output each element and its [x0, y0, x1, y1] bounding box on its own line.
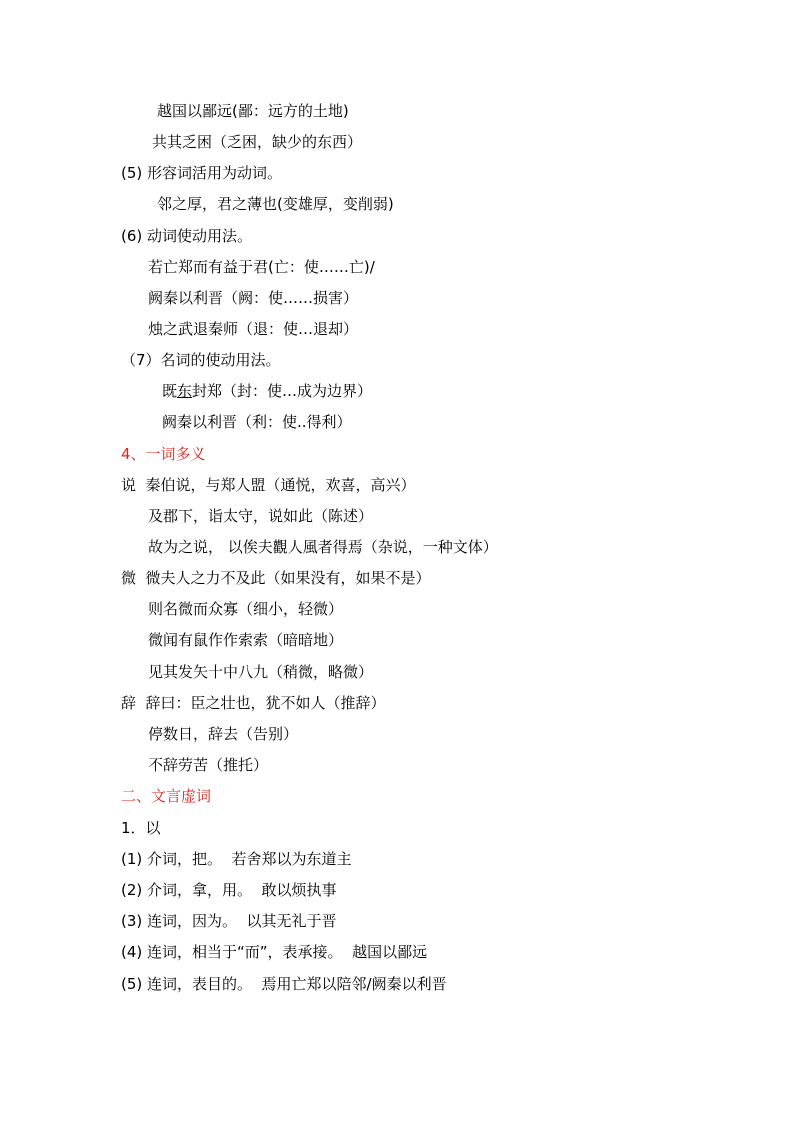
- text-line: 说 秦伯说，与郑人盟（通悦，欢喜，高兴）: [121, 476, 416, 494]
- text-line: (1) 介词，把。 若舍郑以为东道主: [121, 850, 352, 868]
- text-fragment: 既: [162, 382, 178, 400]
- text-line: 阙秦以利晋（阙：使……损害）: [148, 289, 359, 307]
- text-line: 微闻有鼠作作索索（暗暗地）: [148, 631, 344, 649]
- text-line: (4) 连词，相当于“而”，表承接。 越国以鄙远: [121, 943, 428, 961]
- text-line: 邻之厚，君之薄也(变雄厚，变削弱): [157, 195, 394, 213]
- underlined-word: 东: [177, 382, 193, 400]
- text-line: (2) 介词，拿，用。 敢以烦执事: [121, 881, 337, 899]
- text-line: 见其发矢十中八九（稍微，略微）: [148, 663, 374, 681]
- text-line: 阙秦以利晋（利：使..得利）: [162, 413, 352, 431]
- text-line: 共其乏困（乏困，缺少的东西）: [152, 133, 363, 151]
- text-line: (3) 连词，因为。 以其无礼于晋: [121, 912, 337, 930]
- section-heading: 二、文言虚词: [121, 787, 212, 805]
- text-line: 越国以鄙远(鄙：远方的土地): [157, 102, 349, 120]
- text-line: 故为之说， 以俟夫觀人風者得焉（杂说，一种文体）: [148, 538, 498, 556]
- text-line: （7）名词的使动用法。: [121, 351, 281, 369]
- text-line: (5) 形容词活用为动词。: [121, 164, 283, 182]
- text-line: 停数日，辞去（告别）: [148, 725, 299, 743]
- text-line: 及郡下，诣太守，说如此（陈述）: [148, 507, 374, 525]
- text-line: 烛之武退秦师（退：使…退却）: [148, 320, 359, 338]
- text-line: 不辞劳苦（推托）: [148, 756, 269, 774]
- text-line: [162, 381, 372, 401]
- text-line: (6) 动词使动用法。: [121, 227, 253, 245]
- text-line: 则名微而众寡（细小，轻微）: [148, 600, 344, 618]
- text-line: (5) 连词，表目的。 焉用亡郑以陪邻/阙秦以利晋: [121, 975, 447, 993]
- text-fragment: 封郑（封：使…成为边界）: [192, 382, 373, 400]
- text-line: 1．以: [121, 819, 161, 837]
- text-line: 若亡郑而有益于君(亡：使……亡)/: [148, 258, 375, 276]
- text-line: 辞 辞曰：臣之壮也，犹不如人（推辞）: [121, 694, 386, 712]
- section-heading: 4、一词多义: [121, 445, 206, 463]
- text-line: 微 微夫人之力不及此（如果没有，如果不是）: [121, 569, 431, 587]
